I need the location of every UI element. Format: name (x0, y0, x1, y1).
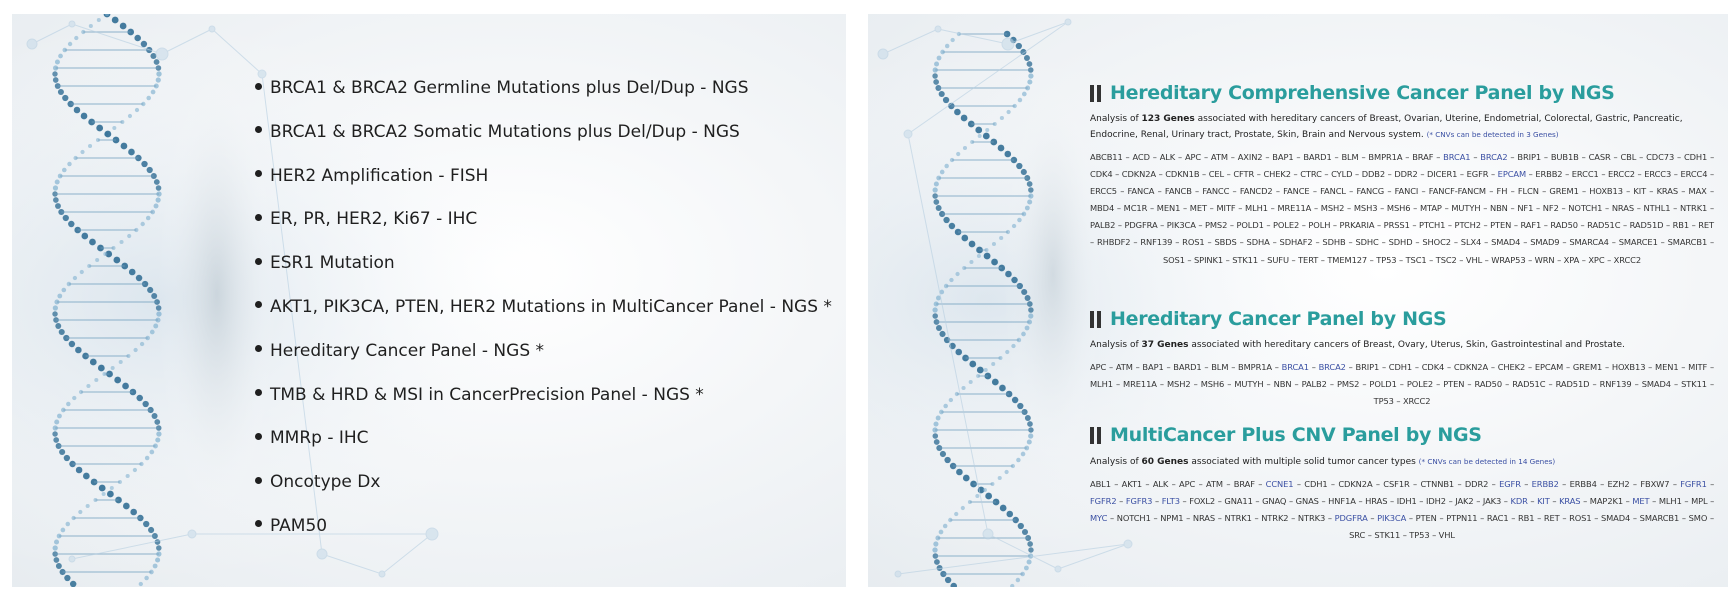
gene-name: EGFR (1466, 169, 1489, 180)
gene-name: TERT (1298, 254, 1319, 265)
gene-name: CFTR (1233, 169, 1255, 180)
gene-name: ALK (1159, 152, 1176, 162)
gene-name: EPCAM (1497, 169, 1527, 180)
gene-name: SMAD4 (1641, 379, 1671, 390)
gene-name: NBN (1489, 203, 1508, 214)
gene-name: NF1 (1517, 203, 1534, 214)
gene-name: RB1 (1517, 513, 1535, 524)
gene-name: BRCA2 (1480, 152, 1508, 162)
gene-name: RAF1 (1520, 220, 1542, 231)
gene-name: RAC1 (1486, 513, 1509, 524)
gene-name: MUTYH (1234, 379, 1264, 390)
gene-name: CEL (1208, 169, 1225, 180)
gene-name: BARD1 (1173, 362, 1202, 372)
gene-name: MRE11A (1277, 203, 1312, 214)
gene-name: PALB2 (1301, 379, 1327, 390)
gene-name: PALB2 (1090, 220, 1116, 231)
bullet-icon (255, 520, 262, 527)
gene-name: MLH1 (1090, 379, 1113, 390)
gene-name: TSC1 (1405, 254, 1427, 265)
gene-name: RNF139 (1140, 237, 1173, 248)
gene-name: ERCC5 (1090, 186, 1117, 197)
gene-name: GREM1 (1549, 186, 1579, 197)
gene-list: ABCB11 – ACD – ALK – APC – ATM – AXIN2 – BAP1 – BARD1 – BLM – BMPR1A – BRAF – BRCA1 – BRCA2 – BRIP1 – BUB1B – CASR – CBL – CDC73 – CDH1 – CDK4 – CDKN2A – CDKN1B – CEL – CFTR – CHEK2 – CTRC – CYLD – DDB2 – DDR2 – DICER1 – EGFR – EPCAM – ERBB2 – ERCC1 – ERCC2 – ERCC3 – ERCC4 – ERCC5 – FANCA – FANCB – FANCC – FANCD2 – FANCE – FANCL – FANCG – FANCI – FANCF-FANCM – FH – FLCN – GREM1 – HOXB13 – KIT – KRAS – MAX – MBD4 – MC1R – MEN1 – MET – MITF – MLH1 – MRE11A – MSH2 – MSH3 – MSH6 – MTAP – MUTYH – NBN – NF1 – NF2 – NOTCH1 – NRAS – NTHL1 – NTRK1 – PALB2 – PDGFRA – PIK3CA – PMS2 – POLD1 – POLE2 – POLH – PRKARIA – PRSS1 – PTCH1 – PTCH2 – PTEN – RAF1 – RAD50 – RAD51C – RAD51D – RB1 – RET – RHBDF2 – RNF139 – ROS1 – SBDS – SDHA – SDHAF2 – SDHB – SDHC – SDHD – SHOC2 – SLX4 – SMAD4 – SMAD9 – SMARCA4 – SMARCE1 – SMARCB1 – SOS1 – SPINK1 – STK11 – SUFU – TERT – TMEM127 – TP53 – TSC1 – TSC2 – VHL – WRAP53 – WRN – XPA – XPC – XRCC2 (1090, 152, 1715, 265)
left-slide (12, 14, 846, 587)
gene-name: CBL (1620, 152, 1637, 162)
gene-name: EPCAM (1534, 362, 1564, 372)
gene-name: MLH1 (1658, 496, 1682, 507)
gene-name: CDK4 (1090, 169, 1113, 180)
gene-name: AXIN2 (1237, 152, 1263, 162)
gene-name: NF2 (1542, 203, 1559, 214)
gene-name: CCNE1 (1265, 479, 1294, 489)
gene-name: ERCC3 (1644, 169, 1672, 180)
gene-name: BARD1 (1303, 152, 1332, 162)
gene-name: PRKARIA (1339, 220, 1375, 231)
list-item: BRCA1 & BRCA2 Somatic Mutations plus Del/Dup - NGS (255, 120, 832, 164)
gene-name: HOXB13 (1611, 362, 1646, 372)
gene-name: CSF1R (1383, 479, 1410, 489)
gene-name: ATM (1115, 362, 1133, 372)
gene-name: MSH6 (1200, 379, 1225, 390)
gene-name: CDH1 (1683, 152, 1708, 162)
gene-name: XPC (1588, 254, 1605, 265)
gene-name: FOXL2 (1189, 496, 1216, 507)
gene-name: RAD51C (1587, 220, 1621, 231)
gene-name: SLX4 (1460, 237, 1482, 248)
gene-name: PTEN (1415, 513, 1437, 524)
panel-section (1090, 80, 1714, 269)
gene-name: MYC (1090, 513, 1108, 524)
bullet-icon (255, 214, 262, 221)
gene-name: NTRK2 (1261, 513, 1289, 524)
gene-name: NOTCH1 (1116, 513, 1151, 524)
gene-name: PMS2 (1204, 220, 1228, 231)
gene-name: ERCC4 (1680, 169, 1708, 180)
section-description: Analysis of 37 Genes associated with hereditary cancers of Breast, Ovary, Uterus, Skin, Gastrointestinal and Prostate. (1090, 340, 1625, 350)
gene-name: CDK4 (1421, 362, 1445, 372)
gene-name: ERCC2 (1607, 169, 1635, 180)
gene-name: RB1 (1672, 220, 1690, 231)
gene-name: IDH2 (1425, 496, 1446, 507)
gene-name: POLH (1308, 220, 1331, 231)
gene-name: BRAF (1233, 479, 1255, 489)
gene-name: KIT (1633, 186, 1647, 197)
gene-name: SDHA (1246, 237, 1270, 248)
section-description: Analysis of 123 Genes associated with hereditary cancers of Breast, Ovarian, Uterine, Endometrial, Colorectal, Gastric, Pancreatic, Endocrine, Renal, Urinary tract, Prostate, Skin, Brain and Nervous system. (* CNVs can be detected in 3 Genes) (1090, 114, 1683, 140)
list-item: Oncotype Dx (255, 470, 832, 514)
panel-section (1090, 422, 1714, 544)
list-item: ESR1 Mutation (255, 251, 832, 295)
gene-name: FLT3 (1161, 496, 1180, 507)
gene-name: KRAS (1656, 186, 1679, 197)
gene-name: BMPR1A (1238, 362, 1273, 372)
gene-name: RAD51C (1512, 379, 1546, 390)
list-item: PAM50 (255, 514, 832, 558)
gene-name: BAP1 (1272, 152, 1294, 162)
gene-name: PDGFRA (1124, 220, 1158, 231)
bullet-icon (255, 126, 262, 133)
gene-name: MITF (1688, 362, 1708, 372)
gene-name: FANCF-FANCM (1428, 186, 1486, 197)
list-item: BRCA1 & BRCA2 Germline Mutations plus Del/Dup - NGS (255, 76, 832, 120)
gene-name: RET (1543, 513, 1560, 524)
gene-name: MSH2 (1167, 379, 1191, 390)
gene-name: SMARCB1 (1667, 237, 1708, 248)
gene-name: GNAS (1295, 496, 1319, 507)
gene-name: SMO (1688, 513, 1708, 524)
gene-name: HNF1A (1328, 496, 1356, 507)
gene-name: CASR (1588, 152, 1611, 162)
gene-name: MLH1 (1245, 203, 1268, 214)
gene-name: CDKN2A (1121, 169, 1156, 180)
gene-name: SDHAF2 (1279, 237, 1313, 248)
right-slide (868, 14, 1728, 587)
gene-name: EGFR (1499, 479, 1521, 489)
gene-name: XRCC2 (1613, 254, 1642, 265)
section-description: Analysis of 60 Genes associated with multiple solid tumor cancer types (* CNVs can be detected in 14 Genes) (1090, 457, 1556, 467)
gene-name: MBD4 (1090, 203, 1115, 214)
gene-name: SMARCE1 (1618, 237, 1658, 248)
gene-name: ATM (1210, 152, 1228, 162)
test-list (255, 76, 832, 558)
gene-name: RAD50 (1550, 220, 1578, 231)
gene-name: MSH3 (1353, 203, 1378, 214)
gene-name: STK11 (1232, 254, 1259, 265)
gene-name: FANCC (1202, 186, 1230, 197)
section-bars-icon (1090, 311, 1101, 328)
gene-name: CDH1 (1304, 479, 1328, 489)
gene-name: MSH6 (1386, 203, 1411, 214)
section-bars-icon (1090, 427, 1101, 444)
gene-name: PTPN11 (1446, 513, 1478, 524)
gene-name: XPA (1563, 254, 1580, 265)
gene-name: CYLD (1331, 169, 1353, 180)
gene-name: FGFR2 (1090, 496, 1117, 507)
gene-name: FANCD2 (1239, 186, 1273, 197)
gene-name: ACD (1132, 152, 1150, 162)
gene-name: DDR2 (1394, 169, 1418, 180)
gene-name: FGFR1 (1680, 479, 1707, 489)
gene-name: NTHL1 (1643, 203, 1671, 214)
bullet-icon (255, 83, 262, 90)
gene-name: CDH1 (1388, 362, 1413, 372)
gene-name: PTCH1 (1418, 220, 1446, 231)
gene-name: MPL (1691, 496, 1708, 507)
gene-name: PIK3CA (1377, 513, 1407, 524)
gene-name: MAX (1688, 186, 1707, 197)
gene-name: MC1R (1123, 203, 1148, 214)
gene-name: BMPR1A (1368, 152, 1403, 162)
gene-name: RAD51D (1629, 220, 1664, 231)
gene-name: CHEK2 (1497, 362, 1526, 372)
gene-name: FANCA (1127, 186, 1155, 197)
gene-name: CDKN1B (1165, 169, 1200, 180)
gene-name: DDB2 (1361, 169, 1386, 180)
gene-name: MSH2 (1320, 203, 1345, 214)
list-item: Hereditary Cancer Panel - NGS * (255, 339, 832, 383)
list-item: HER2 Amplification - FISH (255, 164, 832, 208)
panel-section (1090, 306, 1714, 410)
gene-name: APC (1184, 152, 1202, 162)
gene-name: KRAS (1559, 496, 1581, 507)
bullet-icon (255, 477, 262, 484)
gene-name: VHL (1438, 530, 1455, 541)
gene-name: FLCN (1517, 186, 1539, 197)
gene-name: MUTYH (1451, 203, 1481, 214)
gene-name: SUFU (1267, 254, 1289, 265)
gene-name: CTNNB1 (1420, 479, 1455, 489)
gene-name: BLM (1211, 362, 1229, 372)
gene-name: SMARCA4 (1569, 237, 1609, 248)
gene-name: ERBB4 (1569, 479, 1597, 489)
gene-name: TP53 (1376, 254, 1397, 265)
bullet-icon (255, 345, 262, 352)
gene-name: BRIP1 (1517, 152, 1542, 162)
gene-name: RAD51D (1555, 379, 1590, 390)
gene-name: BRCA2 (1318, 362, 1346, 372)
gene-name: POLE2 (1406, 379, 1434, 390)
gene-name: RNF139 (1599, 379, 1632, 390)
gene-name: DICER1 (1427, 169, 1458, 180)
gene-name: VHL (1465, 254, 1483, 265)
gene-name: FANCL (1320, 186, 1346, 197)
gene-list: ABL1 – AKT1 – ALK – APC – ATM – BRAF – CCNE1 – CDH1 – CDKN2A – CSF1R – CTNNB1 – DDR2 – EGFR – ERBB2 – ERBB4 – EZH2 – FBXW7 – FGFR1 – FGFR2 – FGFR3 – FLT3 – FOXL2 – GNA11 – GNAQ – GNAS – HNF1A – HRAS – IDH1 – IDH2 – JAK2 – JAK3 – KDR – KIT – KRAS – MAP2K1 – MET – MLH1 – MPL – MYC – NOTCH1 – NPM1 – NRAS – NTRK1 – NTRK2 – NTRK3 – PDGFRA – PIK3CA – PTEN – PTPN11 – RAC1 – RB1 – RET – ROS1 – SMAD4 – SMARCB1 – SMO – SRC – STK11 – TP53 – VHL (1090, 479, 1715, 541)
gene-name: FH (1496, 186, 1508, 197)
list-item: ER, PR, HER2, Ki67 - IHC (255, 207, 832, 251)
bullet-icon (255, 170, 262, 177)
gene-name: NTRK1 (1679, 203, 1708, 214)
gene-name: FBXW7 (1640, 479, 1670, 489)
list-item: MMRp - IHC (255, 426, 832, 470)
gene-name: POLD1 (1369, 379, 1397, 390)
bullet-icon (255, 301, 262, 308)
gene-name: MET (1632, 496, 1650, 507)
gene-name: KIT (1537, 496, 1550, 507)
gene-list: APC – ATM – BAP1 – BARD1 – BLM – BMPR1A – BRCA1 – BRCA2 – BRIP1 – CDH1 – CDK4 – CDKN2A – CHEK2 – EPCAM – GREM1 – HOXB13 – MEN1 – MITF – MLH1 – MRE11A – MSH2 – MSH6 – MUTYH – NBN – PALB2 – PMS2 – POLD1 – POLE2 – PTEN – RAD50 – RAD51C – RAD51D – RNF139 – SMAD4 – STK11 – TP53 – XRCC2 (1090, 362, 1715, 407)
gene-name: SBDS (1214, 237, 1237, 248)
gene-name: RAD50 (1474, 379, 1503, 390)
gene-name: SDHB (1322, 237, 1346, 248)
gene-name: PTCH2 (1454, 220, 1481, 231)
gene-name: POLE2 (1272, 220, 1300, 231)
gene-name: ERCC1 (1571, 169, 1599, 180)
gene-name: PTEN (1443, 379, 1465, 390)
section-title: MultiCancer Plus CNV Panel by NGS (1110, 424, 1482, 446)
gene-name: BRAF (1412, 152, 1434, 162)
gene-name: MRE11A (1123, 379, 1157, 390)
gene-name: AKT1 (1121, 479, 1143, 489)
gene-name: SDHD (1388, 237, 1413, 248)
gene-name: ATM (1206, 479, 1223, 489)
gene-name: CHEK2 (1263, 169, 1291, 180)
list-item: AKT1, PIK3CA, PTEN, HER2 Mutations in MultiCancer Panel - NGS * (255, 295, 832, 339)
gene-name: SMAD4 (1600, 513, 1631, 524)
bullet-icon (255, 433, 262, 440)
gene-name: CDKN2A (1453, 362, 1489, 372)
gene-name: SPINK1 (1194, 254, 1224, 265)
gene-name: MTAP (1419, 203, 1442, 214)
gene-name: FANCG (1356, 186, 1385, 197)
gene-name: ABL1 (1090, 479, 1111, 489)
gene-name: PTEN (1490, 220, 1512, 231)
gene-name: TMEM127 (1327, 254, 1368, 265)
gene-name: NTRK3 (1297, 513, 1326, 524)
section-title: Hereditary Cancer Panel by NGS (1110, 308, 1447, 330)
gene-name: PDGFRA (1334, 513, 1368, 524)
gene-name: BAP1 (1142, 362, 1164, 372)
gene-name: JAK2 (1455, 496, 1474, 507)
gene-name: NRAS (1192, 513, 1216, 524)
section-title: Hereditary Comprehensive Cancer Panel by NGS (1110, 82, 1615, 104)
gene-name: SHOC2 (1422, 237, 1451, 248)
gene-name: BLM (1341, 152, 1359, 162)
gene-name: RET (1698, 220, 1715, 231)
gene-name: MITF (1216, 203, 1236, 214)
gene-name: MAP2K1 (1589, 496, 1624, 507)
gene-name: KDR (1510, 496, 1528, 507)
gene-name: APC (1179, 479, 1196, 489)
gene-name: POLD1 (1236, 220, 1264, 231)
gene-name: DDR2 (1464, 479, 1489, 489)
bullet-icon (255, 258, 262, 265)
gene-name: STK11 (1374, 530, 1401, 541)
gene-name: SMAD4 (1491, 237, 1521, 248)
list-item: TMB & HRD & MSI in CancerPrecision Panel - NGS * (255, 383, 832, 427)
gene-name: HOXB13 (1589, 186, 1623, 197)
gene-name: ERBB2 (1535, 169, 1563, 180)
gene-name: APC (1090, 362, 1107, 372)
gene-name: BUB1B (1550, 152, 1579, 162)
bullet-icon (255, 389, 262, 396)
gene-name: GREM1 (1572, 362, 1603, 372)
gene-name: GNA11 (1224, 496, 1253, 507)
gene-name: SMAD9 (1530, 237, 1560, 248)
gene-name: PRSS1 (1383, 220, 1410, 231)
gene-name: FANCE (1283, 186, 1310, 197)
gene-name: RHBDF2 (1096, 237, 1131, 248)
gene-name: ROS1 (1569, 513, 1592, 524)
gene-name: WRAP53 (1491, 254, 1526, 265)
gene-name: ROS1 (1182, 237, 1205, 248)
gene-name: TSC2 (1435, 254, 1457, 265)
gene-name: ABCB11 (1090, 152, 1123, 162)
gene-name: BRCA1 (1281, 362, 1309, 372)
gene-name: BRCA1 (1443, 152, 1471, 162)
gene-name: TP53 (1373, 396, 1394, 407)
gene-name: SRC (1349, 530, 1366, 541)
gene-name: SOS1 (1162, 254, 1185, 265)
gene-name: FANCB (1164, 186, 1192, 197)
gene-name: FANCI (1394, 186, 1419, 197)
gene-name: STK11 (1681, 379, 1707, 390)
gene-name: MEN1 (1655, 362, 1679, 372)
section-bars-icon (1090, 85, 1101, 102)
gene-name: FGFR3 (1125, 496, 1153, 507)
gene-name: ALK (1152, 479, 1169, 489)
gene-name: TP53 (1409, 530, 1430, 541)
gene-name: CDC73 (1646, 152, 1675, 162)
gene-name: NRAS (1611, 203, 1635, 214)
gene-name: IDH1 (1396, 496, 1417, 507)
gene-name: PMS2 (1336, 379, 1360, 390)
gene-name: EZH2 (1607, 479, 1630, 489)
gene-name: GNAQ (1262, 496, 1287, 507)
gene-name: JAK3 (1482, 496, 1502, 507)
gene-name: MET (1189, 203, 1207, 214)
gene-name: SDHC (1355, 237, 1379, 248)
gene-name: XRCC2 (1402, 396, 1431, 407)
gene-name: CTRC (1300, 169, 1322, 180)
gene-name: CDKN2A (1338, 479, 1373, 489)
gene-name: SMARCB1 (1639, 513, 1680, 524)
gene-name: NBN (1273, 379, 1292, 390)
gene-name: HRAS (1365, 496, 1388, 507)
gene-name: MEN1 (1156, 203, 1181, 214)
gene-name: ERBB2 (1531, 479, 1559, 489)
gene-name: PIK3CA (1166, 220, 1196, 231)
gene-name: NTRK1 (1224, 513, 1252, 524)
gene-name: BRIP1 (1355, 362, 1380, 372)
gene-name: WRN (1534, 254, 1555, 265)
gene-name: NOTCH1 (1568, 203, 1603, 214)
gene-name: NPM1 (1160, 513, 1184, 524)
